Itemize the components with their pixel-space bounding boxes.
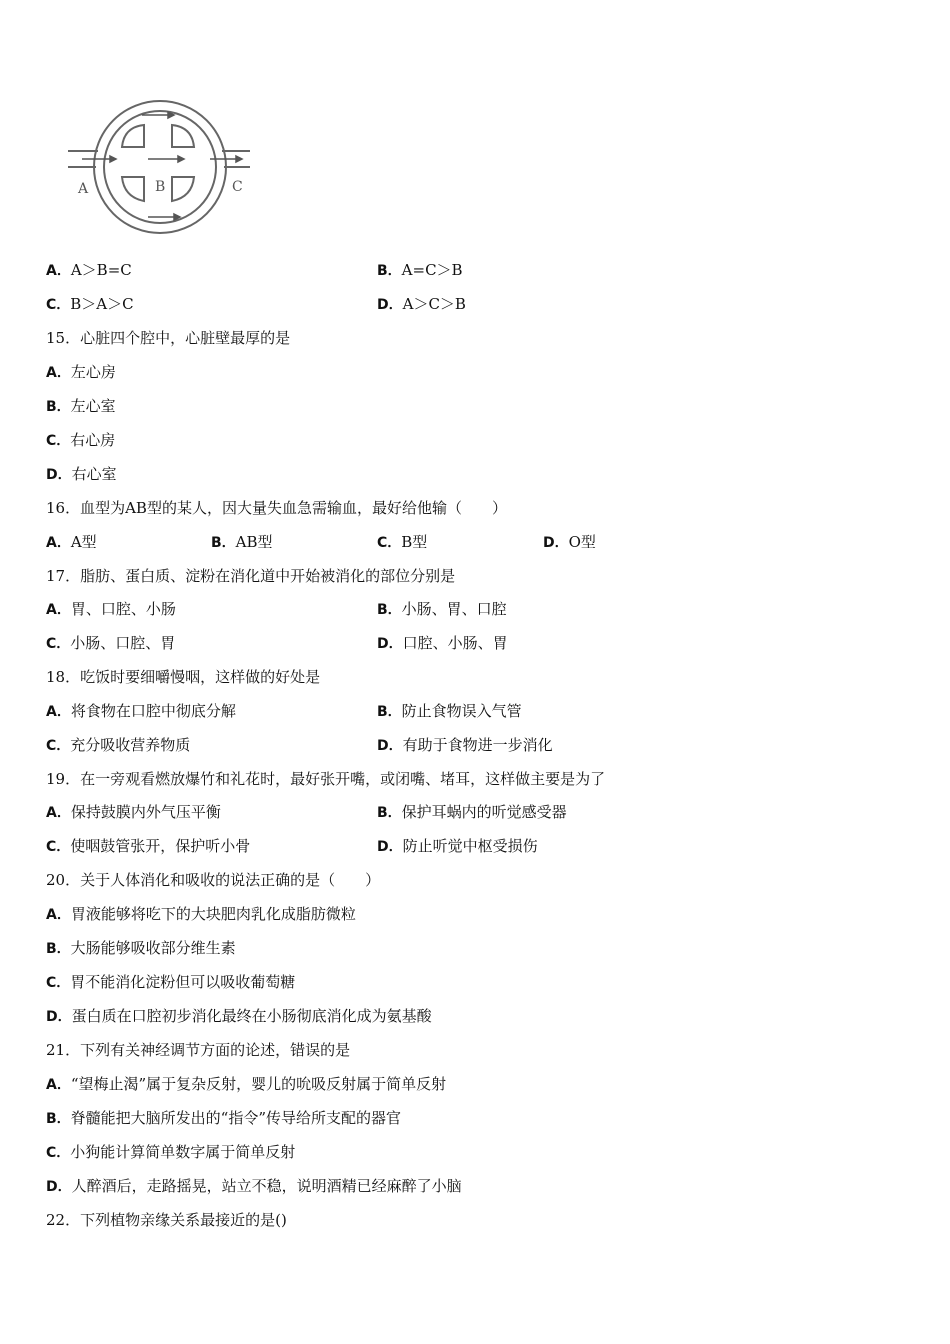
q19-option-row-2 (46, 836, 538, 857)
q21-option-a[interactable]: A．“望梅止渴”属于复杂反射，婴儿的吮吸反射属于简单反射 (46, 1075, 447, 1093)
q18-option-c[interactable]: C．充分吸收营养物质 (46, 736, 191, 754)
valve-upper-right (172, 125, 194, 147)
label-a: A (78, 181, 89, 197)
q14-option-c[interactable]: C．B＞A＞C (46, 295, 134, 313)
q15-option-c[interactable]: C．右心房 (46, 431, 116, 449)
q15-option-b[interactable]: B．左心室 (46, 397, 116, 415)
q20-stem: 20．关于人体消化和吸收的说法正确的是（ ） (46, 871, 381, 889)
q20-option-a[interactable]: A．胃液能够将吃下的大块肥肉乳化成脂肪微粒 (46, 905, 356, 923)
valve-upper-left (122, 125, 144, 147)
valve-lower-right (172, 177, 194, 201)
q16-option-row (46, 532, 906, 553)
q17-option-row-1 (46, 599, 507, 620)
q19-option-row-1 (46, 802, 567, 823)
q14-option-row-2 (46, 294, 466, 315)
inner-ring (104, 111, 216, 223)
q20-option-b[interactable]: B．大肠能够吸收部分维生素 (46, 939, 236, 957)
q14-option-a[interactable]: A．A＞B=C (46, 261, 132, 279)
q17-option-b[interactable]: B．小肠、胃、口腔 (377, 600, 507, 618)
q18-option-d[interactable]: D．有助于食物进一步消化 (377, 736, 553, 754)
q15-stem: 15．心脏四个腔中，心脏壁最厚的是 (46, 329, 291, 347)
q19-option-b[interactable]: B．保护耳蜗内的听觉感受器 (377, 803, 567, 821)
q16-option-c[interactable]: C．B型 (377, 533, 428, 551)
q17-option-a[interactable]: A．胃、口腔、小肠 (46, 600, 176, 618)
heart-flow-diagram (60, 95, 260, 240)
q17-stem: 17．脂肪、蛋白质、淀粉在消化道中开始被消化的部位分别是 (46, 567, 456, 585)
q14-option-b[interactable]: B．A=C＞B (377, 261, 463, 279)
q18-option-row-2 (46, 735, 553, 756)
q21-option-c[interactable]: C．小狗能计算简单数字属于简单反射 (46, 1143, 296, 1161)
q15-option-a[interactable]: A．左心房 (46, 363, 116, 381)
q21-option-b[interactable]: B．脊髓能把大脑所发出的“指令”传导给所支配的器官 (46, 1109, 402, 1127)
q16-option-d[interactable]: D．O型 (543, 533, 596, 551)
valve-lower-left (122, 177, 144, 201)
label-b: B (155, 179, 166, 195)
q18-option-b[interactable]: B．防止食物误入气管 (377, 702, 522, 720)
q19-option-d[interactable]: D．防止听觉中枢受损伤 (377, 837, 538, 855)
q17-option-d[interactable]: D．口腔、小肠、胃 (377, 634, 508, 652)
q16-option-b[interactable]: B．AB型 (211, 533, 273, 551)
q20-option-c[interactable]: C．胃不能消化淀粉但可以吸收葡萄糖 (46, 973, 296, 991)
q15-option-d[interactable]: D．右心室 (46, 465, 117, 483)
q19-option-c[interactable]: C．使咽鼓管张开，保护听小骨 (46, 837, 251, 855)
q14-option-d[interactable]: D．A＞C＞B (377, 295, 466, 313)
label-c: C (232, 179, 243, 195)
q17-option-c[interactable]: C．小肠、口腔、胃 (46, 634, 176, 652)
q18-option-a[interactable]: A．将食物在口腔中彻底分解 (46, 702, 236, 720)
q19-stem: 19．在一旁观看燃放爆竹和礼花时，最好张开嘴，或闭嘴、堵耳，这样做主要是为了 (46, 770, 606, 788)
q18-stem: 18．吃饭时要细嚼慢咽，这样做的好处是 (46, 668, 321, 686)
q19-option-a[interactable]: A．保持鼓膜内外气压平衡 (46, 803, 221, 821)
q16-option-a[interactable]: A．A型 (46, 533, 97, 551)
q21-option-d[interactable]: D．人醉酒后，走路摇晃，站立不稳，说明酒精已经麻醉了小脑 (46, 1177, 462, 1195)
q16-stem: 16．血型为AB型的某人，因大量失血急需输血，最好给他输（ ） (46, 499, 507, 517)
q18-option-row-1 (46, 701, 522, 722)
q21-stem: 21．下列有关神经调节方面的论述，错误的是 (46, 1041, 351, 1059)
q17-option-row-2 (46, 633, 508, 654)
q22-stem: 22．下列植物亲缘关系最接近的是() (46, 1211, 287, 1229)
outer-ring (94, 101, 226, 233)
q20-option-d[interactable]: D．蛋白质在口腔初步消化最终在小肠彻底消化成为氨基酸 (46, 1007, 432, 1025)
q14-option-row-1 (46, 260, 463, 281)
